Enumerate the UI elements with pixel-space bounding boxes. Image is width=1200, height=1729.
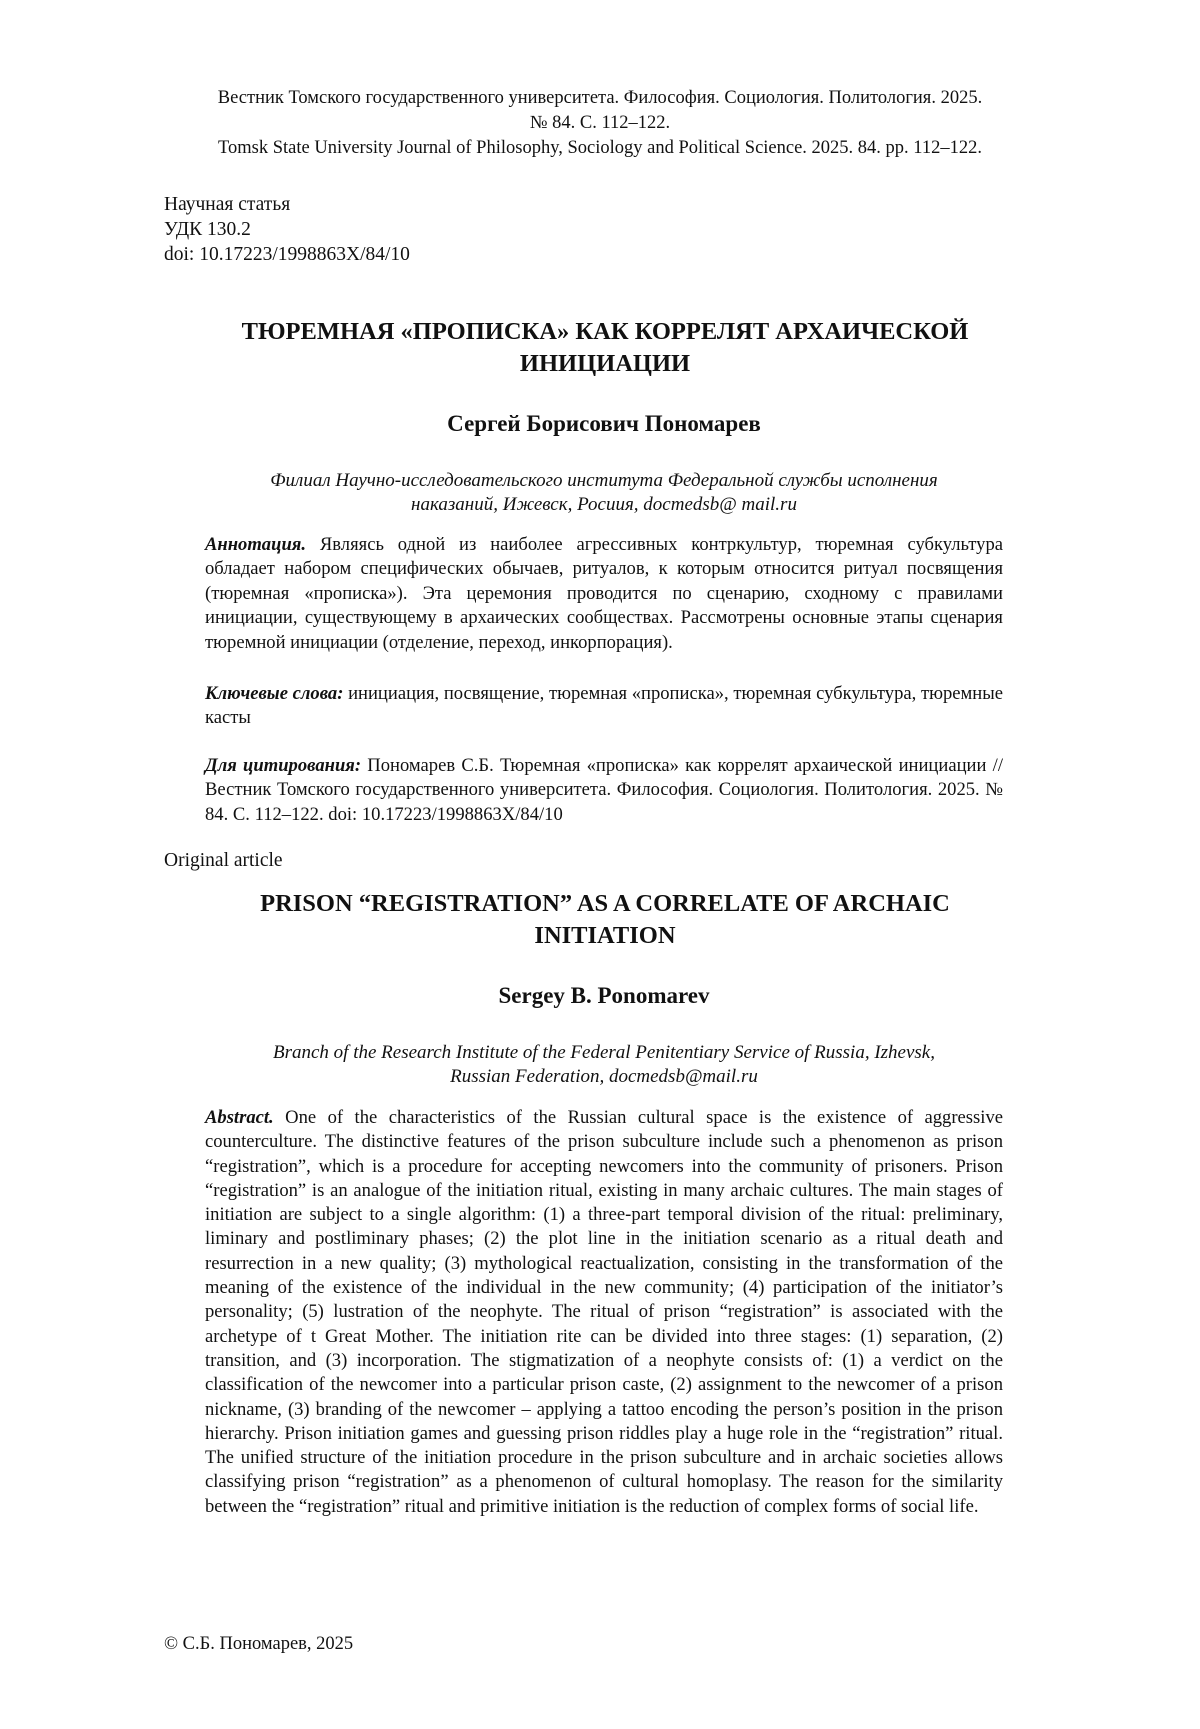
article-title-ru — [190, 316, 1020, 380]
journal-header-en-line: Tomsk State University Journal of Philosophy, Sociology and Political Science. 2025. 84. pp. 112–122. — [218, 138, 982, 158]
affiliation-en — [205, 1041, 1003, 1089]
affiliation-en-line2: Russian Federation, docmedsb@mail.ru — [450, 1066, 758, 1087]
author-name-en: Sergey B. Ponomarev — [498, 983, 710, 1008]
author-name-ru: Сергей Борисович Пономарев — [447, 411, 761, 436]
copyright-notice: © С.Б. Пономарев, 2025 — [164, 1634, 354, 1654]
keywords-ru-label: Ключевые слова: — [205, 683, 344, 704]
citation-ru-text: Пономарев С.Б. Тюремная «прописка» как коррелят архаической инициации // Вестник Томского государственного университета. Философия. Социология. Политология. 2025. № 84. С. 112–122. doi: 10.17223/1998863X/84/10 — [205, 755, 1003, 825]
article-meta — [164, 192, 410, 267]
affiliation-ru — [205, 469, 1003, 517]
doi-ru: doi: 10.17223/1998863X/84/10 — [164, 244, 410, 265]
article-title-en-line2: INITIATION — [534, 922, 676, 949]
keywords-ru-text: инициация, посвящение, тюремная «прописка», тюремная субкультура, тюремные касты — [205, 683, 1003, 729]
citation-ru-label: Для цитирования: — [205, 755, 362, 776]
abstract-ru — [205, 533, 1003, 655]
abstract-ru-text: Являясь одной из наиболее агрессивных контркультур, тюремная субкультура обладает набором специфических обычаев, ритуалов, к которым относится ритуал посвящения (тюремная «прописка»). Эта церемония проводится по сценарию, сходному с правилами инициации, существующему в архаических сообществах. Рассмотрены основные этапы сценария тюремной инициации (отделение, переход, инкорпорация). — [205, 534, 1003, 653]
abstract-en — [205, 1106, 1003, 1519]
abstract-en-label: Abstract. — [205, 1107, 274, 1128]
article-type-en: Original article — [164, 850, 283, 871]
affiliation-ru-line1: Филиал Научно-исследовательского института Федеральной службы исполнения — [270, 470, 938, 491]
journal-header-ru-line2: № 84. С. 112–122. — [529, 113, 671, 133]
affiliation-ru-line2: наказаний, Ижевск, Росиия, docmedsb@ mail.ru — [411, 494, 797, 515]
udc-code: УДК 130.2 — [164, 219, 251, 240]
affiliation-en-line1: Branch of the Research Institute of the Federal Penitentiary Service of Russia, Izhevsk, — [272, 1042, 935, 1063]
keywords-ru — [205, 682, 1003, 731]
article-title-ru-line2: ИНИЦИАЦИИ — [519, 350, 691, 377]
article-title-en-line1: PRISON “REGISTRATION” AS A CORRELATE OF ARCHAIC — [260, 890, 950, 917]
abstract-ru-label: Аннотация. — [205, 534, 307, 555]
article-type-ru: Научная статья — [164, 194, 291, 215]
article-title-en — [190, 888, 1020, 952]
citation-ru — [205, 754, 1003, 827]
article-title-ru-line1: ТЮРЕМНАЯ «ПРОПИСКА» КАК КОРРЕЛЯТ АРХАИЧЕСКОЙ — [241, 318, 969, 345]
abstract-en-text: One of the characteristics of the Russian cultural space is the existence of aggressive counterculture. The distinctive features of the prison subculture include such a phenomenon as prison “registration”, which is a procedure for accepting newcomers into the community of prisoners. Prison “registration” is an analogue of the initiation ritual, existing in many archaic cultures. The main stages of initiation are subject to a single algorithm: (1) a three-part temporal division of the ritual: preliminary, liminary and postliminary phases; (2) the plot line in the initiation scenario as a ritual death and resurrection in a new quality; (3) mythological reactualization, consisting in the transformation of the meaning of the existence of the individual in the new community; (4) participation of the initiator’s personality; (5) lustration of the neophyte. The ritual of prison “registration” is associated with the archetype of t Great Mother. The initiation rite can be divided into three stages: (1) separation, (2) transition, and (3) incorporation. The stigmatization of a neophyte consists of: (1) a verdict on the classification of the newcomer into a particular prison caste, (2) assignment to the newcomer of a prison nickname, (3) branding of the newcomer – applying a tattoo encoding the person’s position in the prison hierarchy. Prison initiation games and guessing prison riddles play a huge role in the “registration” ritual. The unified structure of the initiation procedure in the prison subculture and in archaic societies allows classifying prison “registration” as a phenomenon of cultural homoplasy. The reason for the similarity between the “registration” ritual and primitive initiation is the reduction of complex forms of social life. — [205, 1107, 1003, 1517]
journal-header-ru-line1: Вестник Томского государственного университета. Философия. Социология. Политология. 2025. — [217, 88, 983, 108]
journal-header — [150, 86, 1050, 161]
